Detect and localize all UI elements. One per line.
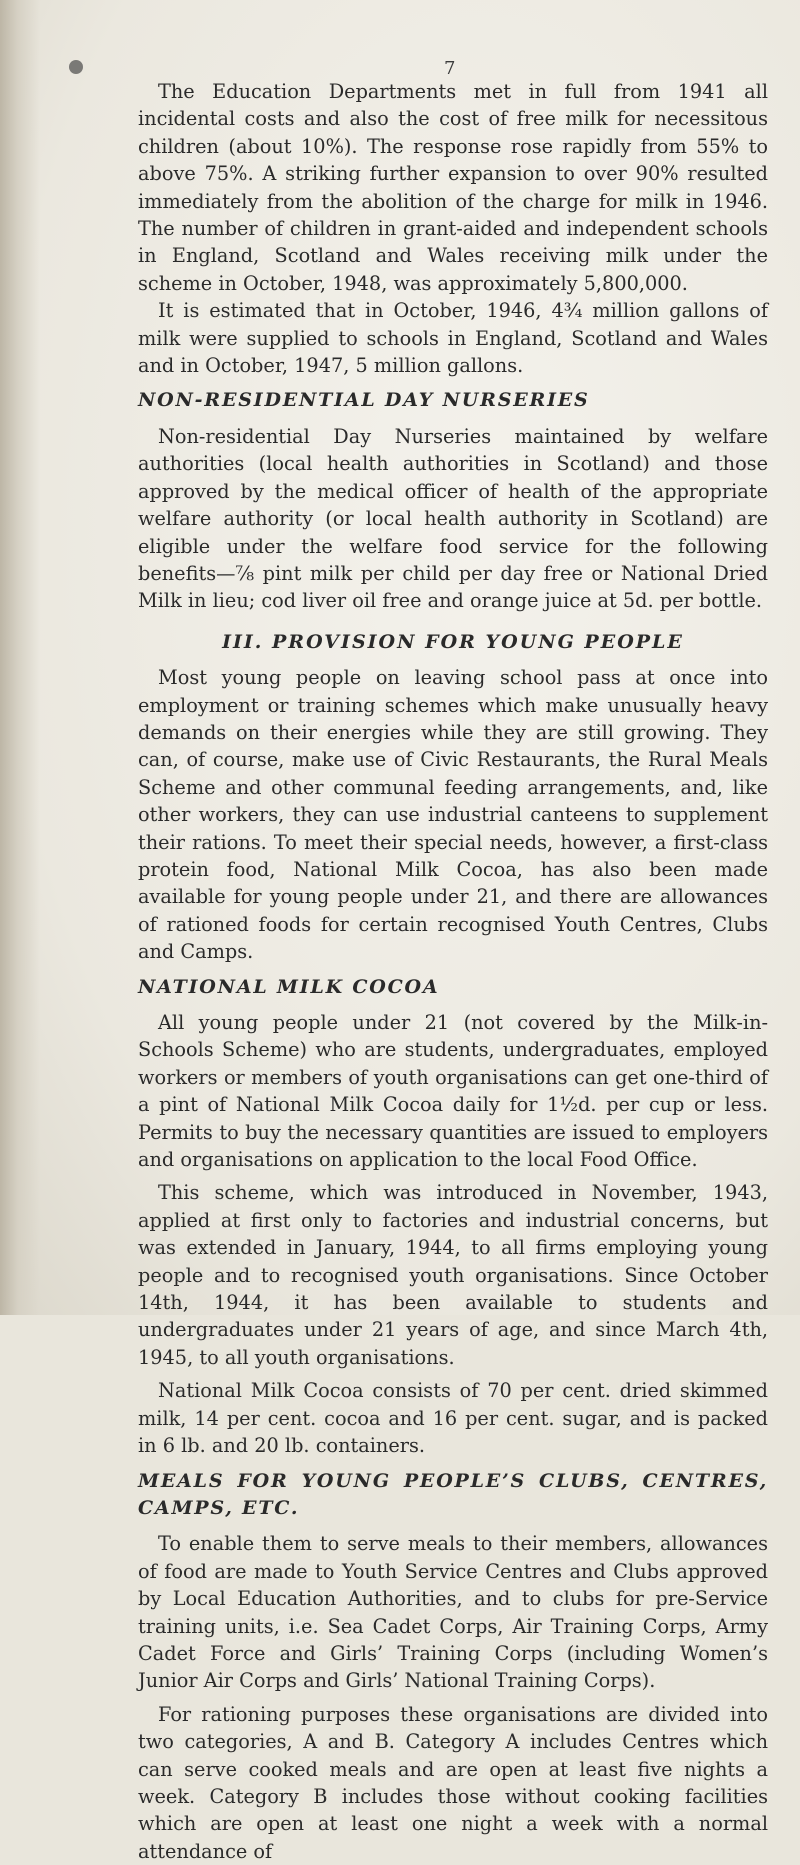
chapter-heading: III. PROVISION FOR YOUNG PEOPLE [222,630,684,653]
paragraph: The Education Departments met in full from 1941 all incidental costs and also the cost of free milk for necessitous children (about 10%). The response rose rapidly from 55% to above 75%. A striking further expansion to over 90% resulted immediately from the abolition of the charge for milk in 1946. The number of children in grant-aided and independent schools in England, Scotland and Wales receiving milk under the scheme in October, 1948, was approximately 5,800,000. [138,80,768,295]
paragraph: This scheme, which was introduced in November, 1943, applied at first only to factories and industrial concerns, but was extended in January, 1944, to all firms employing young people and to recognised youth organisations. Since October 14th, 1944, it has been available to students and undergraduates under 21 years of age, and since March 4th, 1945, to all youth organisations. [138,1181,768,1369]
section-heading-cocoa: NATIONAL MILK COCOA [138,975,440,998]
paragraph: All young people under 21 (not covered by the Milk-in-Schools Scheme) who are students, undergraduates, employed workers or members of youth organisations can get one-third of a pint of National Milk Cocoa daily for 1½d. per cup or less. Permits to buy the necessary quantities are issued to employers and organisations on application to the local Food Office. [138,1011,768,1172]
page-body [138,78,768,1865]
paragraph: National Milk Cocoa consists of 70 per cent. dried skimmed milk, 14 per cent. cocoa and 16 per cent. sugar, and is packed in 6 lb. and 20 lb. containers. [138,1379,768,1458]
paragraph: To enable them to serve meals to their members, allowances of food are made to Youth Service Centres and Clubs approved by Local Education Authorities, and to clubs for pre-Service training units, i.e. Sea Cadet Corps, Air Training Corps, Army Cadet Force and Girls’ Training Corps (including Women’s Junior Air Corps and Girls’ National Training Corps). [138,1532,768,1693]
paragraph: Non-residential Day Nurseries maintained by welfare authorities (local health authorities in Scotland) and those approved by the medical officer of health of the appropriate welfare authority (or local health authority in Scotland) are eligible under the welfare food service for the following benefits—⅞ pint milk per child per day free or National Dried Milk in lieu; cod liver oil free and orange juice at 5d. per bottle. [138,424,768,613]
section-heading-meals: MEALS FOR YOUNG PEOPLE’S CLUBS, CENTRES, CAMPS, ETC. [138,1469,768,1519]
paragraph: Most young people on leaving school pass at once into employment or training schemes which make unusually heavy demands on their energies while they are still growing. They can, of course, make use of Civic Restaurants, the Rural Meals Scheme and other communal feeding arrangements, and, like other workers, they can use industrial canteens to supplement their rations. To meet their special needs, however, a first-class protein food, National Milk Cocoa, has also been made available for young people under 21, and there are allowances of rationed foods for certain recognised Youth Centres, Clubs and Camps. [138,666,768,964]
ink-blot [69,60,83,74]
section-heading-nurseries: NON-RESIDENTIAL DAY NURSERIES [138,389,590,412]
page-binding-edge [0,0,40,1315]
paragraph: It is estimated that in October, 1946, 4¾ million gallons of milk were supplied to schools in England, Scotland and Wales and in October, 1947, 5 million gallons. [138,299,768,378]
paragraph: For rationing purposes these organisations are divided into two categories, A and B. Category A includes Centres which can serve cooked meals and are open at least five nights a week. Category B includes those without cooking facilities which are open at least one night a week with a normal attendance of [138,1702,768,1863]
page-number: 7 [444,58,456,79]
